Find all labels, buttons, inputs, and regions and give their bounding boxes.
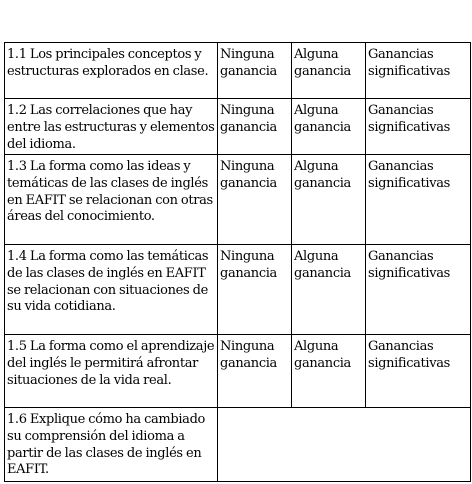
- table-row-1-1: [5, 43, 471, 99]
- table-row-1-5: [5, 335, 471, 408]
- option-alguna-ganancia-1-1[interactable]: Alguna ganancia: [292, 43, 366, 99]
- question-1-6: 1.6 Explique cómo ha cambiado su comprensión del idioma a partir de las clases de inglés en EAFIT.: [5, 408, 218, 482]
- option-ganancias-significativas-1-4[interactable]: Ganancias significativas: [366, 245, 471, 335]
- question-1-5: 1.5 La forma como el aprendizaje del inglés le permitirá afrontar situaciones de la vida real.: [5, 335, 218, 408]
- option-alguna-ganancia-1-5[interactable]: Alguna ganancia: [292, 335, 366, 408]
- table-row-1-2: [5, 99, 471, 155]
- option-ninguna-ganancia-1-1[interactable]: Ninguna ganancia: [218, 43, 292, 99]
- option-alguna-ganancia-1-2[interactable]: Alguna ganancia: [292, 99, 366, 155]
- option-alguna-ganancia-1-4[interactable]: Alguna ganancia: [292, 245, 366, 335]
- question-1-4: 1.4 La forma como las temáticas de las clases de inglés en EAFIT se relacionan con situaciones de su vida cotidiana.: [5, 245, 218, 335]
- option-ninguna-ganancia-1-5[interactable]: Ninguna ganancia: [218, 335, 292, 408]
- table-row-1-4: [5, 245, 471, 335]
- option-ganancias-significativas-1-1[interactable]: Ganancias significativas: [366, 43, 471, 99]
- question-1-1: 1.1 Los principales conceptos y estructuras explorados en clase.: [5, 43, 218, 99]
- answer-field-1-6[interactable]: [218, 408, 471, 482]
- question-1-2: 1.2 Las correlaciones que hay entre las estructuras y elementos del idioma.: [5, 99, 218, 155]
- option-alguna-ganancia-1-3[interactable]: Alguna ganancia: [292, 155, 366, 245]
- option-ganancias-significativas-1-5[interactable]: Ganancias significativas: [366, 335, 471, 408]
- option-ninguna-ganancia-1-4[interactable]: Ninguna ganancia: [218, 245, 292, 335]
- option-ganancias-significativas-1-3[interactable]: Ganancias significativas: [366, 155, 471, 245]
- option-ninguna-ganancia-1-2[interactable]: Ninguna ganancia: [218, 99, 292, 155]
- table-row-1-6: [5, 408, 471, 482]
- option-ninguna-ganancia-1-3[interactable]: Ninguna ganancia: [218, 155, 292, 245]
- question-1-3: 1.3 La forma como las ideas y temáticas de las clases de inglés en EAFIT se relacionan con otras áreas del conocimiento.: [5, 155, 218, 245]
- table-row-1-3: [5, 155, 471, 245]
- survey-table: [4, 42, 471, 482]
- option-ganancias-significativas-1-2[interactable]: Ganancias significativas: [366, 99, 471, 155]
